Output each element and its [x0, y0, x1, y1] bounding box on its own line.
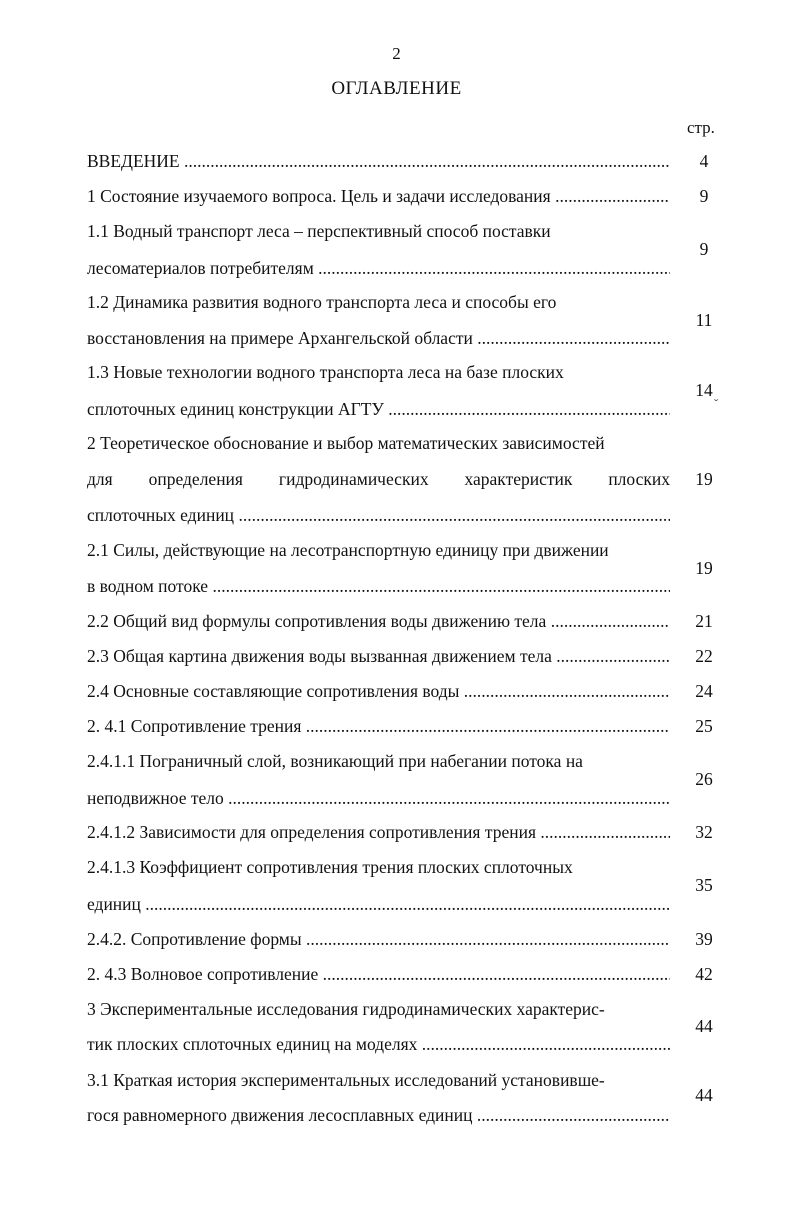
toc-page: 21	[695, 611, 713, 631]
toc-page: 32	[695, 822, 713, 842]
toc-page: 19	[695, 469, 713, 489]
toc-line: 1.3 Новые технологии водного транспорта леса на базе плоских	[87, 362, 564, 382]
toc-line: 1.2 Динамика развития водного транспорта леса и способы его	[87, 292, 557, 312]
toc-line: 1 Состояние изучаемого вопроса. Цель и задачи исследования .....	[87, 183, 670, 209]
toc-page: 25	[695, 716, 713, 736]
toc-line: лесоматериалов потребителям .....	[87, 255, 670, 281]
toc-line: 2.1 Силы, действующие на лесотранспортную единицу при движении	[87, 540, 609, 560]
toc-page: 24	[695, 681, 713, 701]
toc-line: 1.1 Водный транспорт леса – перспективный способ поставки	[87, 221, 551, 241]
toc-page: 22	[695, 646, 713, 666]
page-title: ОГЛАВЛЕНИЕ	[331, 78, 462, 99]
page-column-header: стр.	[687, 118, 715, 137]
page-number: 2	[392, 44, 401, 63]
toc-page: 14	[695, 380, 713, 400]
toc-line: единиц .....	[87, 891, 670, 917]
toc-page: 26	[695, 769, 713, 789]
toc-line: в водном потоке .....	[87, 573, 670, 599]
toc-line: 2.4.1.1 Пограничный слой, возникающий при набегании потока на	[87, 751, 583, 771]
toc-line: 3.1 Краткая история экспериментальных исследований установивше-	[87, 1070, 605, 1090]
toc-line: 2.3 Общая картина движения воды вызванная движением тела .....	[87, 643, 670, 669]
toc-line: 3 Экспериментальные исследования гидродинамических характерис-	[87, 999, 605, 1019]
toc-line: гося равномерного движения лесосплавных единиц .....	[87, 1102, 670, 1128]
toc-line: 2.4.2. Сопротивление формы .....	[87, 926, 670, 952]
toc-line: 2.4.1.3 Коэффициент сопротивления трения плоских сплоточных	[87, 857, 573, 877]
toc-page: 44	[695, 1085, 713, 1105]
toc-line: 2 Теоретическое обоснование и выбор математических зависимостей	[87, 433, 605, 453]
toc-line: 2. 4.1 Сопротивление трения .....	[87, 713, 670, 739]
toc-line: 2.4.1.2 Зависимости для определения сопротивления трения .....	[87, 819, 670, 845]
toc-page: 4	[699, 151, 709, 171]
toc-page: 44	[695, 1016, 713, 1036]
toc-page: 19	[695, 558, 713, 578]
toc-line: для определения гидродинамических характеристик плоских	[87, 469, 670, 489]
pen-tick-mark: ˬ	[714, 386, 719, 401]
toc-page: 9	[699, 186, 709, 206]
toc-line: неподвижное тело .....	[87, 785, 670, 811]
toc-line: 2.2 Общий вид формулы сопротивления воды движению тела .....	[87, 608, 670, 634]
toc-line: 2. 4.3 Волновое сопротивление .....	[87, 961, 670, 987]
toc-page: 39	[695, 929, 713, 949]
toc-line: тик плоских сплоточных единиц на моделях .....	[87, 1031, 670, 1057]
toc-page: 11	[695, 310, 713, 330]
toc-line: восстановления на примере Архангельской области .....	[87, 325, 670, 351]
toc-line: сплоточных единиц .....	[87, 502, 670, 528]
toc-page: 42	[695, 964, 713, 984]
toc-line: 2.4 Основные составляющие сопротивления воды .....	[87, 678, 670, 704]
toc-line: ВВЕДЕНИЕ .....	[87, 148, 670, 174]
toc-line: сплоточных единиц конструкции АГТУ .....	[87, 396, 670, 422]
toc-page: 35	[695, 875, 713, 895]
toc-page: 9	[699, 239, 709, 259]
